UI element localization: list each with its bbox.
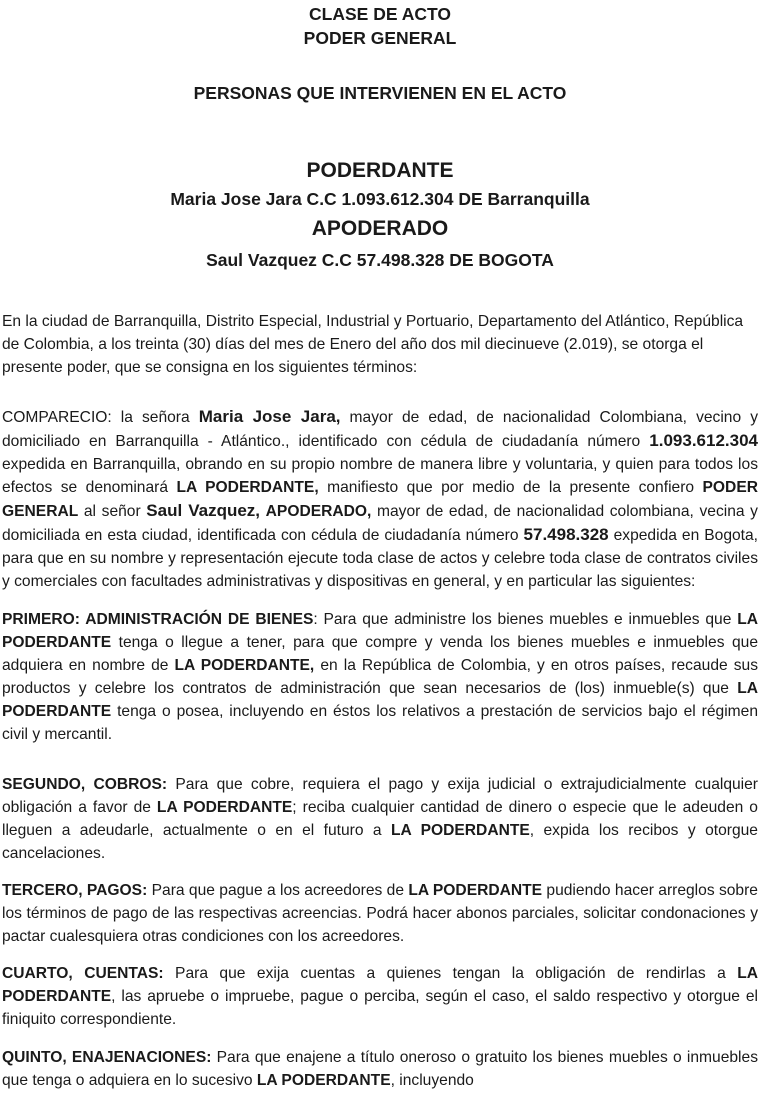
text-run: pudiendo hacer arreglos sobre los términos de pago de las respectivas acreencias. Podrá hacer abonos parciales, solicitar condonaciones y pactar cualesquiera otras condiciones con los acreedores.	[2, 882, 758, 945]
poderdante-name: Maria Jose Jara,	[198, 407, 341, 426]
clause-segundo	[2, 773, 758, 865]
doc-heading-personas: PERSONAS QUE INTERVIENEN EN EL ACTO	[193, 83, 567, 103]
comparecio-paragraph	[2, 405, 758, 593]
poderdante-label: PODERDANTE	[306, 159, 454, 182]
clause-heading: SEGUNDO, COBROS:	[2, 776, 168, 793]
apoderado-ref: APODERADO,	[265, 503, 372, 520]
poderdante-ref: LA PODERDANTE	[2, 611, 759, 651]
clause-heading: PRIMERO: ADMINISTRACIÓN DE BIENES	[2, 611, 314, 628]
doc-heading-tipo: PODER GENERAL	[303, 28, 457, 48]
text-run: en la República de Colombia, y en otros países, recaude sus productos y celebre los contratos de administración que sean necesarios de (los) inmueble(s) que	[2, 657, 758, 697]
text-run: Para que enajene a título oneroso o gratuito los bienes muebles o inmuebles que tenga o adquiera en lo sucesivo	[2, 1049, 758, 1089]
clause-cuarto	[2, 962, 758, 1031]
text-run: expedida en Bogota, para que en su nombre y representación ejecute toda clase de actos y celebre toda clase de contratos civiles y comerciales con facultades administrativas y dispositivas en general, y en particular las siguientes:	[2, 527, 758, 590]
text-run: Para que cobre, requiera el pago y exija judicial o extrajudicialmente cualquier obligación a favor de	[2, 776, 759, 816]
doc-heading-clase: CLASE DE ACTO	[309, 4, 451, 24]
text-run: tenga o llegue a tener, para que compre y venda los bienes muebles e inmuebles que adquiera en nombre de	[2, 634, 758, 674]
clause-heading: CUARTO, CUENTAS:	[2, 965, 164, 982]
text-run: : Para que administre los bienes muebles e inmuebles que	[313, 611, 738, 628]
intro-paragraph: En la ciudad de Barranquilla, Distrito Especial, Industrial y Portuario, Departamento del Atlántico, República de Colombia, a los treinta (30) días del mes de Enero del año dos mil diecinueve (2.019), se otorga el presente poder, que se consigna en los siguientes términos:	[2, 313, 744, 376]
text-run: , las apruebe o impruebe, pague o perciba, según el caso, el saldo respectivo y otorgue el finiquito correspondiente.	[2, 988, 758, 1028]
poderdante-info: Maria Jose Jara C.C 1.093.612.304 DE Barranquilla	[170, 189, 590, 209]
text-run: , incluyendo	[390, 1072, 474, 1089]
apoderado-label: APODERADO	[311, 217, 449, 240]
clause-heading: TERCERO, PAGOS:	[2, 882, 148, 899]
poderdante-ref: LA PODERDANTE	[408, 882, 543, 899]
text-run: , expida los recibos y otorgue cancelaciones.	[2, 822, 758, 862]
poderdante-ref: LA PODERDANTE,	[176, 479, 319, 496]
text-run: mayor de edad, de nacionalidad Colombiana, vecino y domiciliado en Barranquilla - Atlántico., identificado con cédula de ciudadanía número	[2, 409, 758, 450]
poder-general-ref: PODER GENERAL	[2, 479, 758, 520]
apoderado-cc: 57.498.328	[523, 525, 609, 544]
poderdante-cc: 1.093.612.304	[649, 431, 758, 450]
apoderado-info: Saul Vazquez C.C 57.498.328 DE BOGOTA	[206, 250, 554, 270]
text-run: Para que pague a los acreedores de	[147, 882, 409, 899]
text-run: manifiesto que por medio de la presente confiero	[318, 479, 703, 496]
clause-quinto	[2, 1046, 758, 1092]
poderdante-ref: LA PODERDANTE	[156, 799, 293, 816]
poderdante-ref: LA PODERDANTE	[2, 680, 758, 720]
text-run: ; reciba cualquier cantidad de dinero o especie que le adeuden o lleguen a adeudarle, actualmente o en el futuro a	[2, 799, 758, 839]
text-run: mayor de edad, de nacionalidad colombiana, vecina y domiciliada en esta ciudad, identificada con cédula de ciudadanía número	[2, 503, 758, 544]
clause-primero	[2, 608, 758, 746]
text-run: expedida en Barranquilla, obrando en su propio nombre de manera libre y voluntaria, y quien para todos los efectos se denominará	[2, 456, 758, 496]
poderdante-ref: LA PODERDANTE	[2, 965, 758, 1005]
poderdante-ref: LA PODERDANTE,	[174, 657, 315, 674]
poderdante-ref: LA PODERDANTE	[256, 1072, 391, 1089]
poderdante-ref: LA PODERDANTE	[390, 822, 530, 839]
text-run: Para que exija cuentas a quienes tengan la obligación de rendirlas a	[163, 965, 738, 982]
clause-heading: QUINTO, ENAJENACIONES:	[2, 1049, 212, 1066]
apoderado-name: Saul Vazquez,	[146, 501, 261, 520]
text-run: al señor	[78, 503, 147, 520]
text-run: tenga o posea, incluyendo en éstos los relativos a prestación de servicios bajo el régimen civil y mercantil.	[2, 703, 758, 743]
text-run: COMPARECIO: la señora	[2, 409, 199, 426]
clause-tercero	[2, 879, 758, 948]
